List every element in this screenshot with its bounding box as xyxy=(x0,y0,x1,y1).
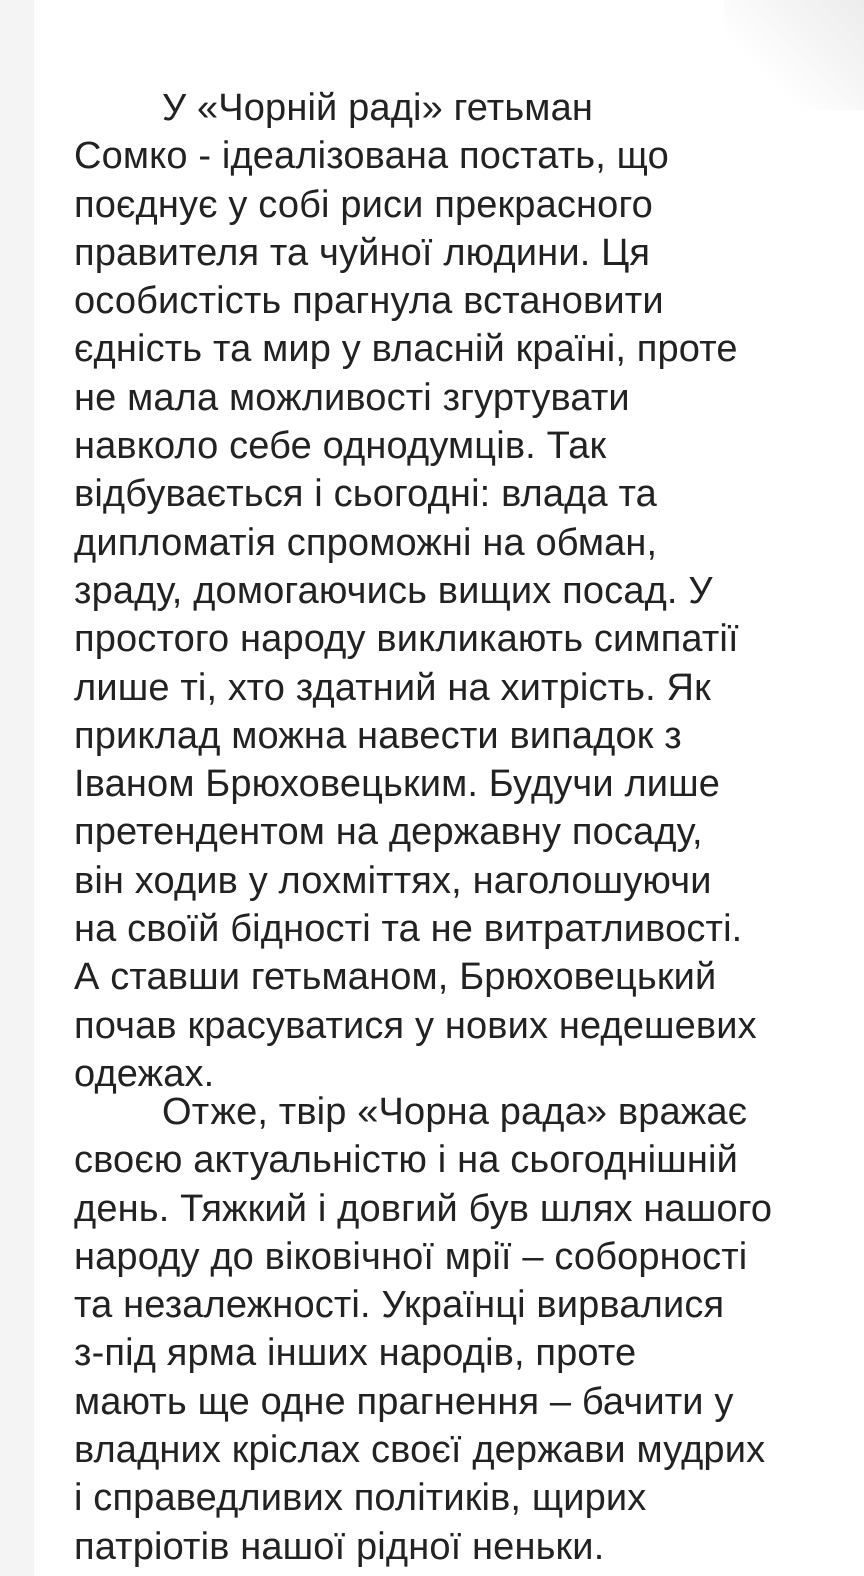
text-line: єдність та мир у власній країні, проте xyxy=(74,328,738,371)
text-line: лише ті, хто здатний на хитрість. Як xyxy=(74,666,711,709)
text-line: на своїй бідності та не витратливості. xyxy=(74,908,743,951)
text-line: У «Чорній раді» гетьман xyxy=(162,87,594,129)
paragraph-1 xyxy=(74,84,814,1098)
text-line: простого народу викликають симпатії xyxy=(74,618,739,661)
text-line: мають ще одне прагнення – бачити у xyxy=(74,1380,734,1423)
text-line: патріотів нашої рідної неньки. xyxy=(74,1525,605,1568)
text-line: своєю актуальністю і на сьогоднішній xyxy=(74,1139,738,1182)
text-line: особистість прагнула встановити xyxy=(74,280,664,323)
text-line: Отже, твір «Чорна рада» вражає xyxy=(162,1091,748,1133)
text-line: відбувається і сьогодні: влада та xyxy=(74,473,657,516)
text-line: Іваном Брюховецьким. Будучи лише xyxy=(74,763,721,806)
text-line: не мала можливості згуртувати xyxy=(74,376,630,419)
text-line: навколо себе однодумців. Так xyxy=(74,425,607,468)
text-line: народу до віковічної мрії – соборності xyxy=(74,1235,748,1278)
text-line: з-під ярма інших народів, проте xyxy=(74,1332,637,1375)
text-line: Сомко - ідеалізована постать, що xyxy=(74,135,669,178)
text-line: зраду, домогаючись вищих посад. У xyxy=(74,569,713,612)
document-page xyxy=(34,0,864,1576)
text-line: А ставши гетьманом, Брюховецький xyxy=(74,956,717,999)
text-line: дипломатія спроможні на обман, xyxy=(74,521,658,564)
text-line: день. Тяжкий і довгий був шлях нашого xyxy=(74,1187,773,1230)
text-line: почав красуватися у нових недешевих xyxy=(74,1004,757,1047)
text-line: та незалежності. Українці вирвалися xyxy=(74,1284,725,1327)
text-line: владних кріслах своєї держави мудрих xyxy=(74,1429,766,1472)
text-line: і справедливих політиків, щирих xyxy=(74,1477,647,1520)
text-line: приклад можна навести випадок з xyxy=(74,714,682,757)
text-line: одежах. xyxy=(74,1052,215,1095)
text-line: він ходив у лохміттях, наголошуючи xyxy=(74,859,712,902)
text-line: претендентом на державну посаду, xyxy=(74,811,703,854)
paragraph-2 xyxy=(74,1088,814,1571)
text-line: поєднує у собі риси прекрасного xyxy=(74,183,653,226)
text-line: правителя та чуйної людини. Ця xyxy=(74,231,651,274)
